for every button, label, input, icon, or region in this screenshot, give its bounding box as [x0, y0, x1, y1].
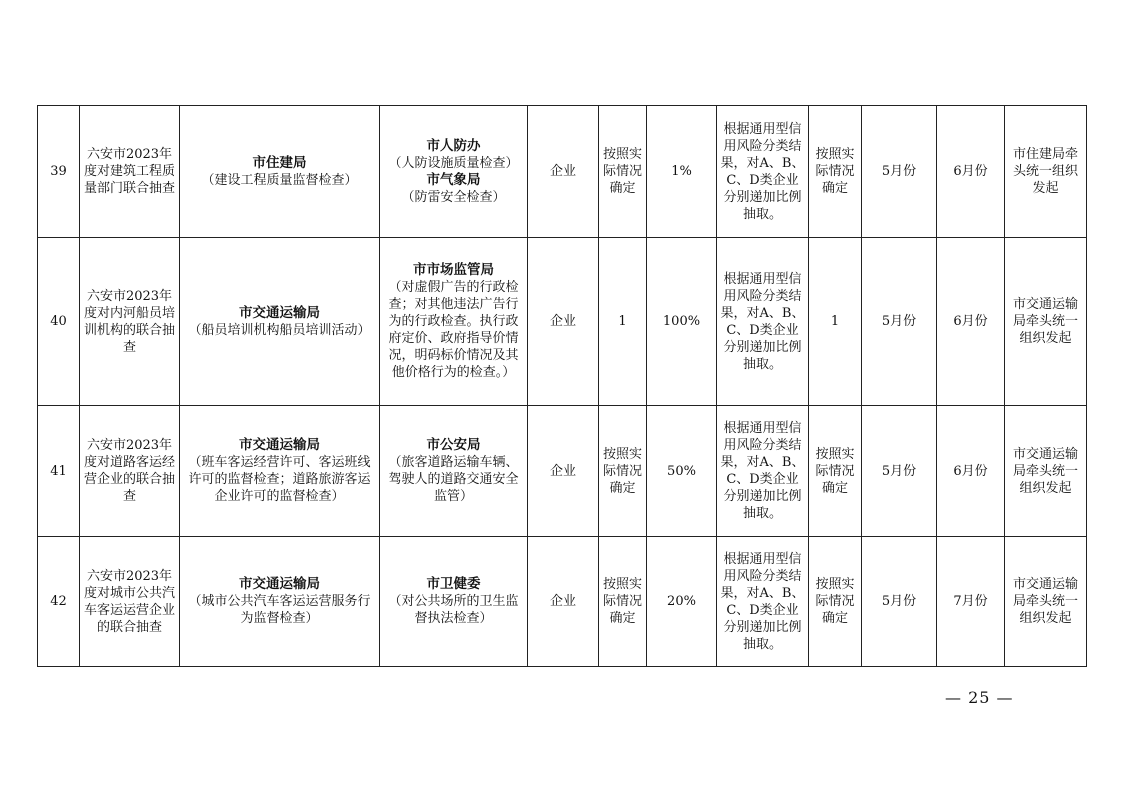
lead-department: 市住建局 — [252, 154, 307, 171]
inspection-times: 按照实际情况确定 — [809, 106, 862, 238]
page-number: — 25 — — [945, 688, 1014, 707]
lead-department-cell — [180, 537, 380, 667]
row-number: 39 — [38, 106, 80, 238]
start-month: 5月份 — [862, 537, 937, 667]
table-row — [38, 537, 1087, 667]
partner-departments-cell — [380, 238, 528, 406]
remark: 市交通运输局牵头统一组织发起 — [1005, 537, 1087, 667]
end-month: 6月份 — [937, 238, 1005, 406]
sample-ratio: 50% — [647, 406, 717, 537]
inspection-table — [37, 105, 1087, 667]
lead-department-cell — [180, 106, 380, 238]
inspection-object: 企业 — [528, 537, 599, 667]
lead-inspection-item: （船员培训机构船员培训活动） — [188, 322, 371, 338]
sampling-method: 根据通用型信用风险分类结果，对A、B、C、D类企业分别递加比例抽取。 — [717, 537, 809, 667]
inspection-object: 企业 — [528, 106, 599, 238]
table-row — [38, 238, 1087, 406]
row-number: 41 — [38, 406, 80, 537]
end-month: 6月份 — [937, 106, 1005, 238]
partner-inspection-item: （对公共场所的卫生监督执法检查） — [388, 594, 519, 626]
inspection-times: 1 — [809, 238, 862, 406]
lead-inspection-item: （班车客运经营许可、客运班线许可的监督检查；道路旅游客运企业许可的监督检查） — [188, 455, 371, 504]
inspection-object: 企业 — [528, 406, 599, 537]
lead-department-cell — [180, 406, 380, 537]
table-row — [38, 406, 1087, 537]
sampling-method: 根据通用型信用风险分类结果，对A、B、C、D类企业分别递加比例抽取。 — [717, 106, 809, 238]
table-row — [38, 106, 1087, 238]
inspection-times: 按照实际情况确定 — [809, 406, 862, 537]
partner-department: 市人防办 — [426, 137, 481, 154]
task-name: 六安市2023年度对道路客运经营企业的联合抽查 — [80, 406, 180, 537]
end-month: 6月份 — [937, 406, 1005, 537]
partner-departments-cell — [380, 106, 528, 238]
sample-count: 按照实际情况确定 — [599, 406, 647, 537]
partner-department: 市公安局 — [426, 437, 481, 453]
partner-departments-cell — [380, 537, 528, 667]
sample-ratio: 1% — [647, 106, 717, 238]
inspection-object: 企业 — [528, 238, 599, 406]
remark: 市住建局牵头统一组织发起 — [1005, 106, 1087, 238]
sample-count: 1 — [599, 238, 647, 406]
partner-inspection-item: （人防设施质量检查） — [388, 155, 519, 171]
task-name: 六安市2023年度对内河船员培训机构的联合抽查 — [80, 238, 180, 406]
task-name: 六安市2023年度对城市公共汽车客运运营企业的联合抽查 — [80, 537, 180, 667]
partner-department: 市气象局 — [426, 171, 481, 188]
partner-inspection-item: （防雷安全检查） — [401, 189, 506, 205]
lead-inspection-item: （城市公共汽车客运运营服务行为监督检查） — [188, 594, 371, 626]
sample-ratio: 100% — [647, 238, 717, 406]
partner-departments-cell — [380, 406, 528, 537]
task-name: 六安市2023年度对建筑工程质量部门联合抽查 — [80, 106, 180, 238]
inspection-times: 按照实际情况确定 — [809, 537, 862, 667]
lead-department: 市交通运输局 — [239, 576, 320, 592]
lead-department: 市交通运输局 — [239, 304, 320, 321]
sample-count: 按照实际情况确定 — [599, 537, 647, 667]
lead-department-cell — [180, 238, 380, 406]
lead-department: 市交通运输局 — [239, 437, 320, 453]
start-month: 5月份 — [862, 106, 937, 238]
lead-inspection-item: （建设工程质量监督检查） — [201, 172, 358, 188]
start-month: 5月份 — [862, 406, 937, 537]
sample-ratio: 20% — [647, 537, 717, 667]
sampling-method: 根据通用型信用风险分类结果，对A、B、C、D类企业分别递加比例抽取。 — [717, 406, 809, 537]
start-month: 5月份 — [862, 238, 937, 406]
partner-department: 市卫健委 — [426, 576, 481, 592]
partner-department: 市市场监管局 — [413, 262, 494, 278]
sampling-method: 根据通用型信用风险分类结果，对A、B、C、D类企业分别递加比例抽取。 — [717, 238, 809, 406]
row-number: 40 — [38, 238, 80, 406]
partner-inspection-item: （对虚假广告的行政检查；对其他违法广告行为的行政检查。执行政府定价、政府指导价情况，明码标价情况及其他价格行为的检查。） — [388, 280, 519, 380]
sample-count: 按照实际情况确定 — [599, 106, 647, 238]
row-number: 42 — [38, 537, 80, 667]
remark: 市交通运输局牵头统一组织发起 — [1005, 406, 1087, 537]
partner-inspection-item: （旅客道路运输车辆、驾驶人的道路交通安全监管） — [388, 455, 519, 504]
remark: 市交通运输局牵头统一组织发起 — [1005, 238, 1087, 406]
end-month: 7月份 — [937, 537, 1005, 667]
